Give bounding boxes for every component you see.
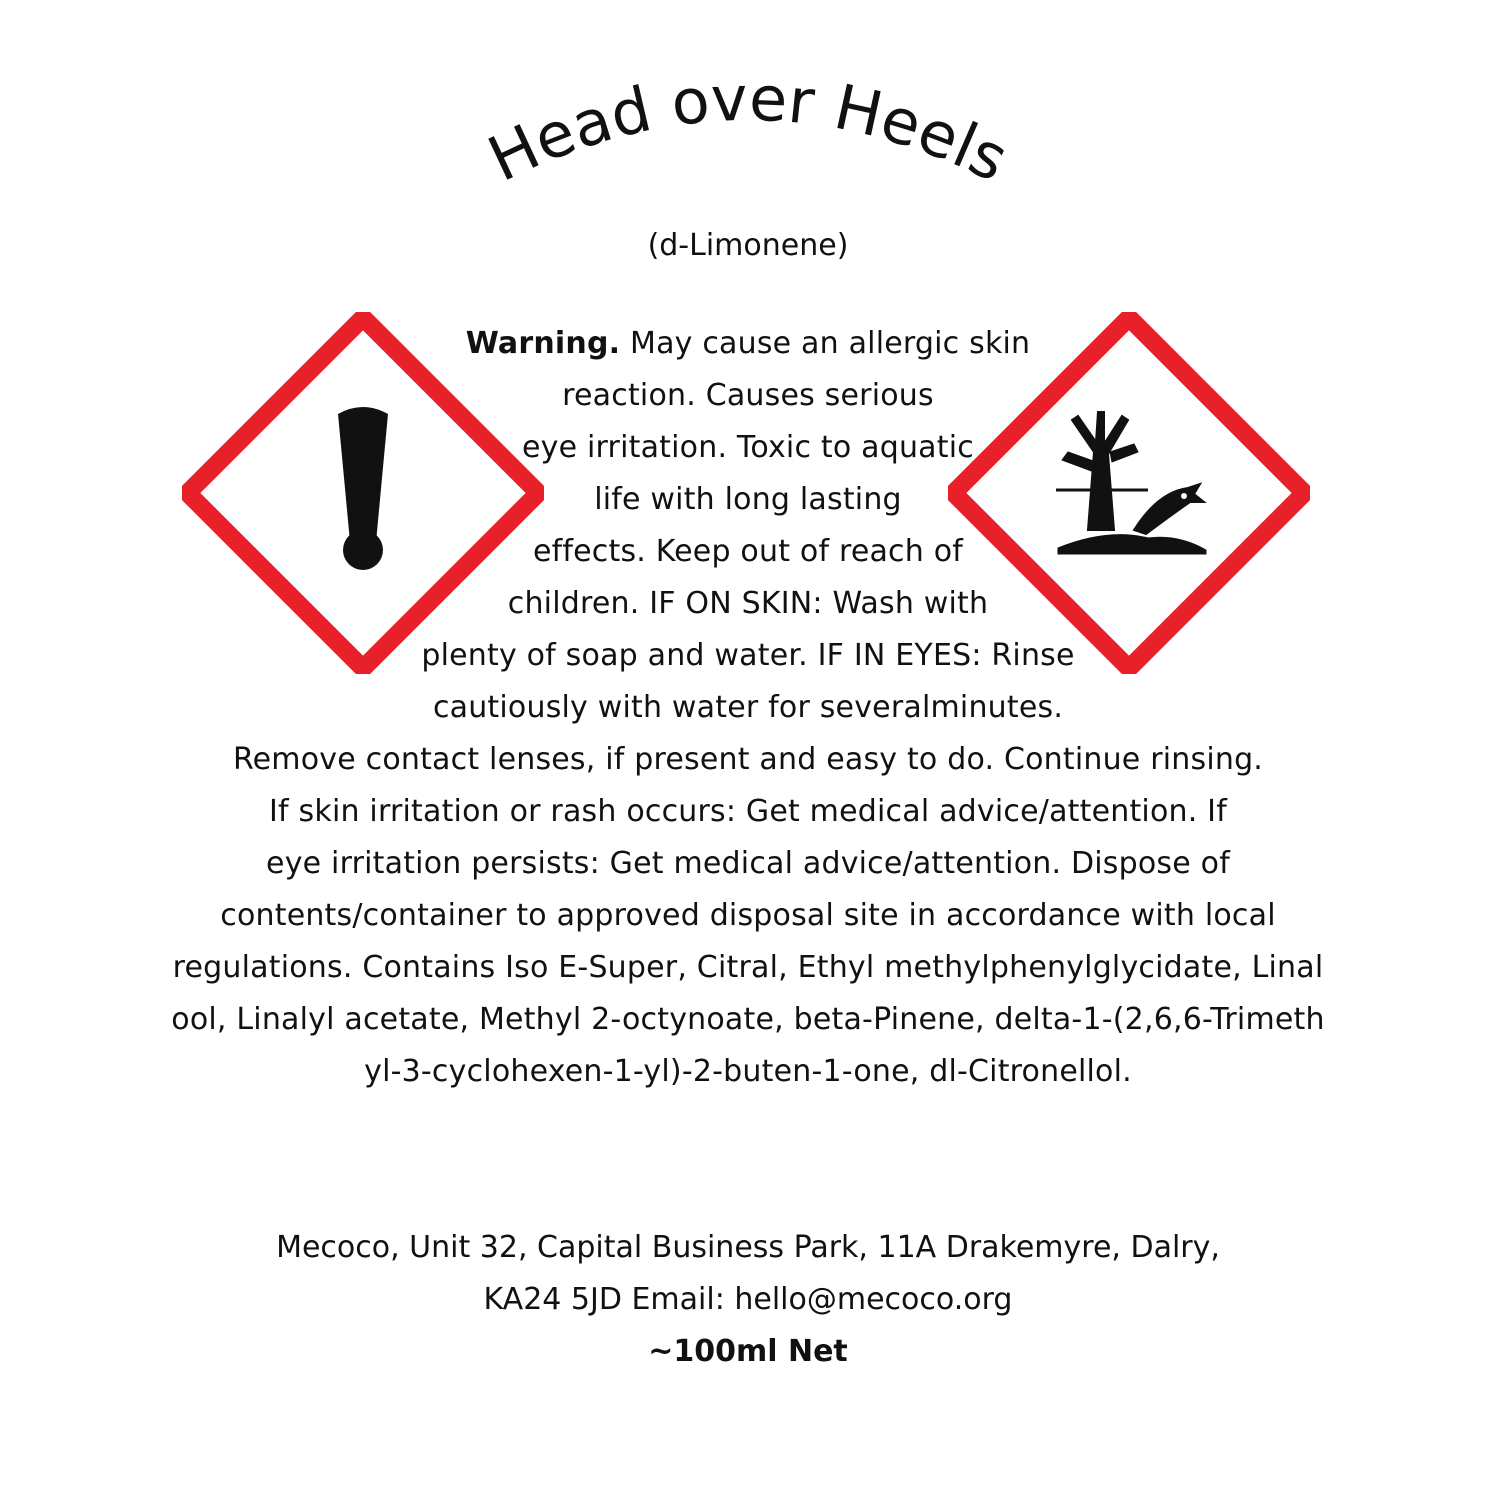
warning-line: Remove contact lenses, if present and easy to do. Continue rinsing. <box>232 742 1264 777</box>
svg-text:Head over Heels: Head over Heels <box>477 61 1020 196</box>
address-line: Mecoco, Unit 32, Capital Business Park, 11A Drakemyre, Dalry, <box>276 1230 1220 1265</box>
product-title <box>448 40 1048 200</box>
warning-line: Warning. May cause an allergic skin <box>465 326 1031 361</box>
warning-line: yl-3-cyclohexen-1-yl)-2-buten-1-one, dl-Citronellol. <box>364 1054 1132 1089</box>
warning-line: cautiously with water for severalminutes. <box>432 690 1064 725</box>
warning-line: effects. Keep out of reach of <box>532 534 964 569</box>
warning-line: plenty of soap and water. IF IN EYES: Rinse <box>421 638 1075 673</box>
net-volume: ~100ml Net <box>648 1334 848 1369</box>
warning-line: If skin irritation or rash occurs: Get medical advice/attention. If <box>269 794 1227 829</box>
warning-line: regulations. Contains Iso E-Super, Citral, Ethyl methylphenylglycidate, Linal <box>172 950 1324 985</box>
warning-line: life with long lasting <box>594 482 902 517</box>
warning-line: reaction. Causes serious <box>562 378 934 413</box>
allergen-subtitle: (d-Limonene) <box>647 228 849 263</box>
warning-line: contents/container to approved disposal site in accordance with local <box>220 898 1276 933</box>
warning-line: eye irritation persists: Get medical advice/attention. Dispose of <box>266 846 1230 881</box>
manufacturer-address <box>0 1222 1496 1378</box>
warning-line: children. IF ON SKIN: Wash with <box>507 586 989 621</box>
warning-line: ool, Linalyl acetate, Methyl 2-octynoate, beta-Pinene, delta-1-(2,6,6-Trimeth <box>171 1002 1325 1037</box>
address-line: KA24 5JD Email: hello@mecoco.org <box>483 1282 1013 1317</box>
warning-line: eye irritation. Toxic to aquatic <box>522 430 974 465</box>
warning-label: Warning. <box>465 326 621 361</box>
